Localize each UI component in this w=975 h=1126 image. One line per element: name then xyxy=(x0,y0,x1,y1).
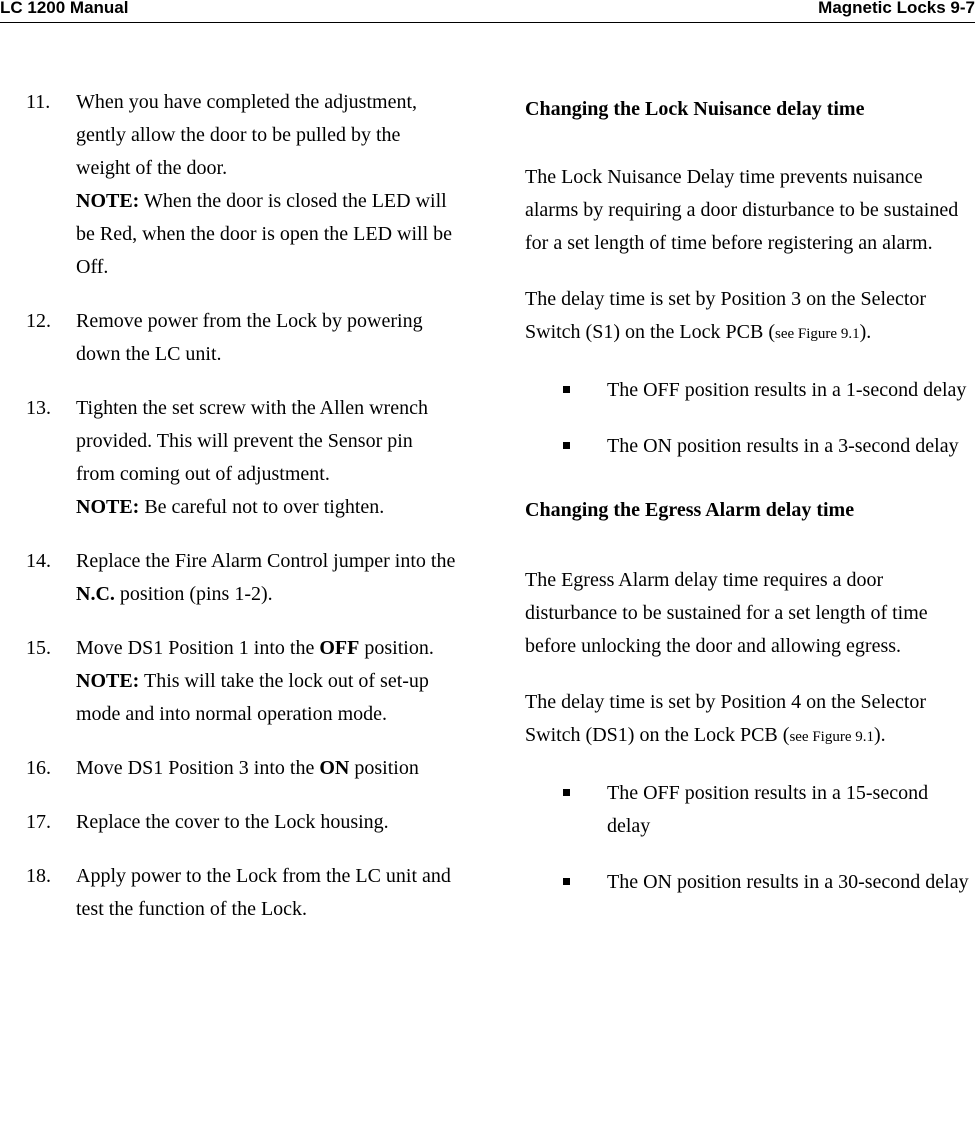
bullet-item xyxy=(525,777,975,843)
note-label: NOTE: xyxy=(76,496,140,518)
step-text: When you have completed the adjustment, gently allow the door to be pulled by the weight of the door. xyxy=(76,91,418,179)
step-number: 12. xyxy=(26,310,51,332)
step-number: 15. xyxy=(26,637,51,659)
nuisance-position-info xyxy=(525,283,975,351)
position-text-end: ). xyxy=(874,724,886,746)
step-number: 16. xyxy=(26,757,51,779)
step-text: Remove power from the Lock by powering down the LC unit. xyxy=(76,310,423,365)
figure-reference: see Figure 9.1 xyxy=(789,729,875,745)
egress-position-info xyxy=(525,686,975,754)
bullet-item xyxy=(525,430,975,463)
note-text: When the door is closed the LED will be Red, when the door is open the LED will be Off. xyxy=(76,190,453,278)
bullet-text: The ON position results in a 3-second delay xyxy=(607,435,959,457)
position-text: The delay time is set by Position 4 on the Selector Switch (DS1) on the Lock PCB ( xyxy=(525,691,927,746)
step-bold-term: N.C. xyxy=(76,583,115,605)
note-text: Be careful not to over tighten. xyxy=(139,496,385,518)
note-label: NOTE: xyxy=(76,670,140,692)
bullet-text: The ON position results in a 30-second delay xyxy=(607,871,969,893)
figure-reference: see Figure 9.1 xyxy=(775,326,860,342)
step-item xyxy=(26,305,456,371)
step-number: 18. xyxy=(26,865,51,887)
step-item xyxy=(26,752,456,785)
step-number: 14. xyxy=(26,550,51,572)
egress-description: The Egress Alarm delay time requires a door disturbance to be sustained for a set length of time before unlocking the door and allowing egress. xyxy=(525,569,928,657)
step-text: Apply power to the Lock from the LC unit and test the function of the Lock. xyxy=(76,865,451,920)
step-item xyxy=(26,632,456,731)
step-text: Replace the Fire Alarm Control jumper into the xyxy=(76,550,456,572)
step-number: 17. xyxy=(26,811,51,833)
delay-settings xyxy=(525,93,975,899)
bullet-text: The OFF position results in a 15-second delay xyxy=(607,782,929,837)
position-text: The delay time is set by Position 3 on the Selector Switch (S1) on the Lock PCB ( xyxy=(525,288,927,343)
step-text: Move DS1 Position 1 into the xyxy=(76,637,320,659)
step-item xyxy=(26,86,456,284)
nuisance-description: The Lock Nuisance Delay time prevents nuisance alarms by requiring a door disturbance to be sustained for a set length of time before registering an alarm. xyxy=(525,166,959,254)
procedure-steps xyxy=(26,86,456,947)
step-bold-term: ON xyxy=(319,757,350,779)
step-item xyxy=(26,545,456,611)
note-label: NOTE: xyxy=(76,190,140,212)
step-text: Move DS1 Position 3 into the xyxy=(76,757,320,779)
step-item xyxy=(26,860,456,926)
note-text: This will take the lock out of set-up mode and into normal operation mode. xyxy=(76,670,429,725)
square-bullet-icon xyxy=(563,789,570,796)
nuisance-heading: Changing the Lock Nuisance delay time xyxy=(525,98,865,120)
square-bullet-icon xyxy=(563,386,570,393)
step-number: 11. xyxy=(26,91,51,113)
step-number: 13. xyxy=(26,397,51,419)
step-text: Tighten the set screw with the Allen wrench provided. This will prevent the Sensor pin from coming out of adjustment. xyxy=(76,397,428,485)
step-text: Replace the cover to the Lock housing. xyxy=(76,811,389,833)
step-text-end: position. xyxy=(359,637,434,659)
step-text-end: position xyxy=(349,757,419,779)
position-text-end: ). xyxy=(859,321,872,343)
manual-title: LC 1200 Manual xyxy=(0,0,129,17)
bullet-item xyxy=(525,374,975,407)
step-text-end: position (pins 1-2). xyxy=(114,583,273,605)
step-bold-term: OFF xyxy=(319,637,360,659)
bullet-text: The OFF position results in a 1-second delay xyxy=(607,379,967,401)
step-item xyxy=(26,392,456,524)
step-item xyxy=(26,806,456,839)
square-bullet-icon xyxy=(563,878,570,885)
egress-heading: Changing the Egress Alarm delay time xyxy=(525,499,855,521)
square-bullet-icon xyxy=(563,442,570,449)
page-header xyxy=(0,0,975,23)
bullet-item xyxy=(525,866,975,899)
section-page-number: Magnetic Locks 9-7 xyxy=(818,0,975,17)
